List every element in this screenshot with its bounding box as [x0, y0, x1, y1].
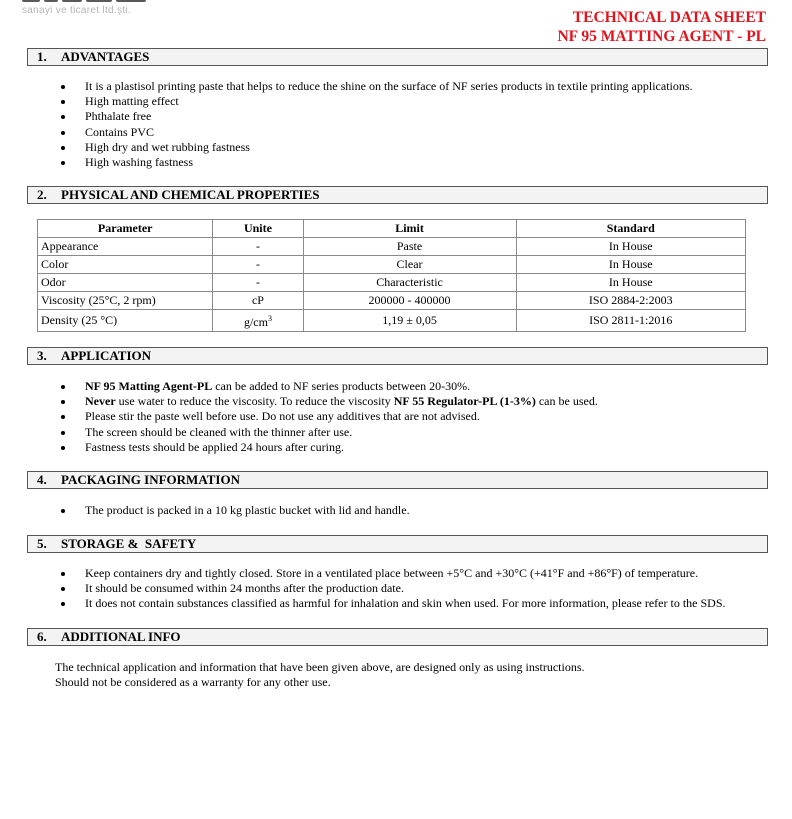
section-number: 5 . [37, 536, 47, 552]
section-number: 1 . [37, 49, 47, 65]
packaging-list [56, 503, 410, 518]
table-cell: Color [38, 256, 213, 274]
table-cell: Appearance [38, 238, 213, 256]
company-logo [22, 0, 146, 2]
list-item: Phthalate free [56, 109, 693, 124]
list-item: High dry and wet rubbing fastness [56, 140, 693, 155]
column-header: Unite [213, 220, 303, 238]
section-title: STORAGE & SAFETY [61, 536, 197, 551]
title-line-1: TECHNICAL DATA SHEET [572, 9, 766, 26]
bold-text: NF 95 Matting Agent-PL [85, 379, 213, 393]
list-item [56, 394, 598, 409]
column-header: Parameter [38, 220, 213, 238]
table-header-row [38, 220, 746, 238]
advantages-list [56, 79, 693, 170]
list-item [56, 379, 598, 394]
column-header: Standard [516, 220, 745, 238]
list-item: It should be consumed within 24 months after the production date. [56, 581, 726, 596]
section-header-packaging [27, 471, 768, 489]
list-item: The screen should be cleaned with the thinner after use. [56, 425, 598, 440]
item-text: use water to reduce the viscosity. To reduce the viscosity [115, 394, 394, 409]
info-line-2: Should not be considered as a warranty for any other use. [55, 675, 331, 690]
table-cell: In House [516, 238, 745, 256]
list-item: The product is packed in a 10 kg plastic bucket with lid and handle. [56, 503, 410, 518]
section-header-properties [27, 186, 768, 204]
section-title: ADVANTAGES [61, 49, 150, 64]
unit-superscript: 3 [267, 314, 272, 323]
unit-text: g/cm [243, 315, 268, 329]
list-item: Please stir the paste well before use. Do not use any additives that are not advised. [56, 409, 598, 424]
table-cell: Density (25 °C) [38, 310, 213, 332]
list-item: High washing fastness [56, 155, 693, 170]
section-title: ADDITIONAL INFO [61, 629, 181, 644]
section-header-storage [27, 535, 768, 553]
table-cell: ISO 2884-2:2003 [516, 292, 745, 310]
document-title [557, 8, 766, 46]
company-tagline: sanayi ve ticaret ltd.şti. [22, 5, 131, 16]
additional-info-text [55, 660, 585, 690]
section-title: APPLICATION [61, 348, 152, 363]
title-line-2: NF 95 MATTING AGENT - PL [557, 28, 766, 45]
table-cell: cP [213, 292, 303, 310]
table-cell: In House [516, 274, 745, 292]
storage-list [56, 566, 726, 612]
item-text: can be used. [535, 394, 598, 409]
list-item: High matting effect [56, 94, 693, 109]
table-cell: Odor [38, 274, 213, 292]
table-cell: - [213, 274, 303, 292]
list-item: It does not contain substances classified as harmful for inhalation and skin when used. For more information, please refer to the SDS. [56, 596, 726, 611]
table-cell: - [213, 238, 303, 256]
section-header-application [27, 347, 768, 365]
table-cell: Clear [303, 256, 516, 274]
list-item: It is a plastisol printing paste that helps to reduce the shine on the surface of NF series products in textile printing applications. [56, 79, 693, 94]
column-header: Limit [303, 220, 516, 238]
bold-text: NF 55 Regulator-PL (1-3%) [393, 394, 536, 409]
table-cell: In House [516, 256, 745, 274]
section-title: PACKAGING INFORMATION [61, 472, 240, 487]
table-cell: 1,19 ± 0,05 [303, 310, 516, 332]
table-cell: Viscosity (25°C, 2 rpm) [38, 292, 213, 310]
table-row [38, 274, 746, 292]
application-list [56, 379, 598, 455]
section-number: 4 . [37, 472, 47, 488]
item-text: can be added to NF series products between 20-30%. [212, 379, 471, 393]
table-row [38, 310, 746, 332]
table-cell: Paste [303, 238, 516, 256]
table-row [38, 292, 746, 310]
table-cell: - [213, 256, 303, 274]
table-cell: Characteristic [303, 274, 516, 292]
section-number: 3 . [37, 348, 47, 364]
table-cell-unit [213, 310, 303, 332]
list-item: Contains PVC [56, 125, 693, 140]
list-item: Keep containers dry and tightly closed. Store in a ventilated place between +5°C and +30°C (+41°F and +86°F) of temperature. [56, 566, 726, 581]
section-number: 2 . [37, 187, 47, 203]
section-title: PHYSICAL AND CHEMICAL PROPERTIES [61, 187, 320, 202]
table-cell: ISO 2811-1:2016 [516, 310, 745, 332]
section-header-advantages [27, 48, 768, 66]
bold-text: Never [85, 394, 116, 409]
section-header-additional-info [27, 628, 768, 646]
list-item: Fastness tests should be applied 24 hours after curing. [56, 440, 598, 455]
info-line-1: The technical application and information that have been given above, are designed only as using instructions. [55, 660, 585, 674]
table-row [38, 256, 746, 274]
properties-table [37, 219, 746, 332]
section-number: 6 . [37, 629, 47, 645]
table-row [38, 238, 746, 256]
table-cell: 200000 - 400000 [303, 292, 516, 310]
